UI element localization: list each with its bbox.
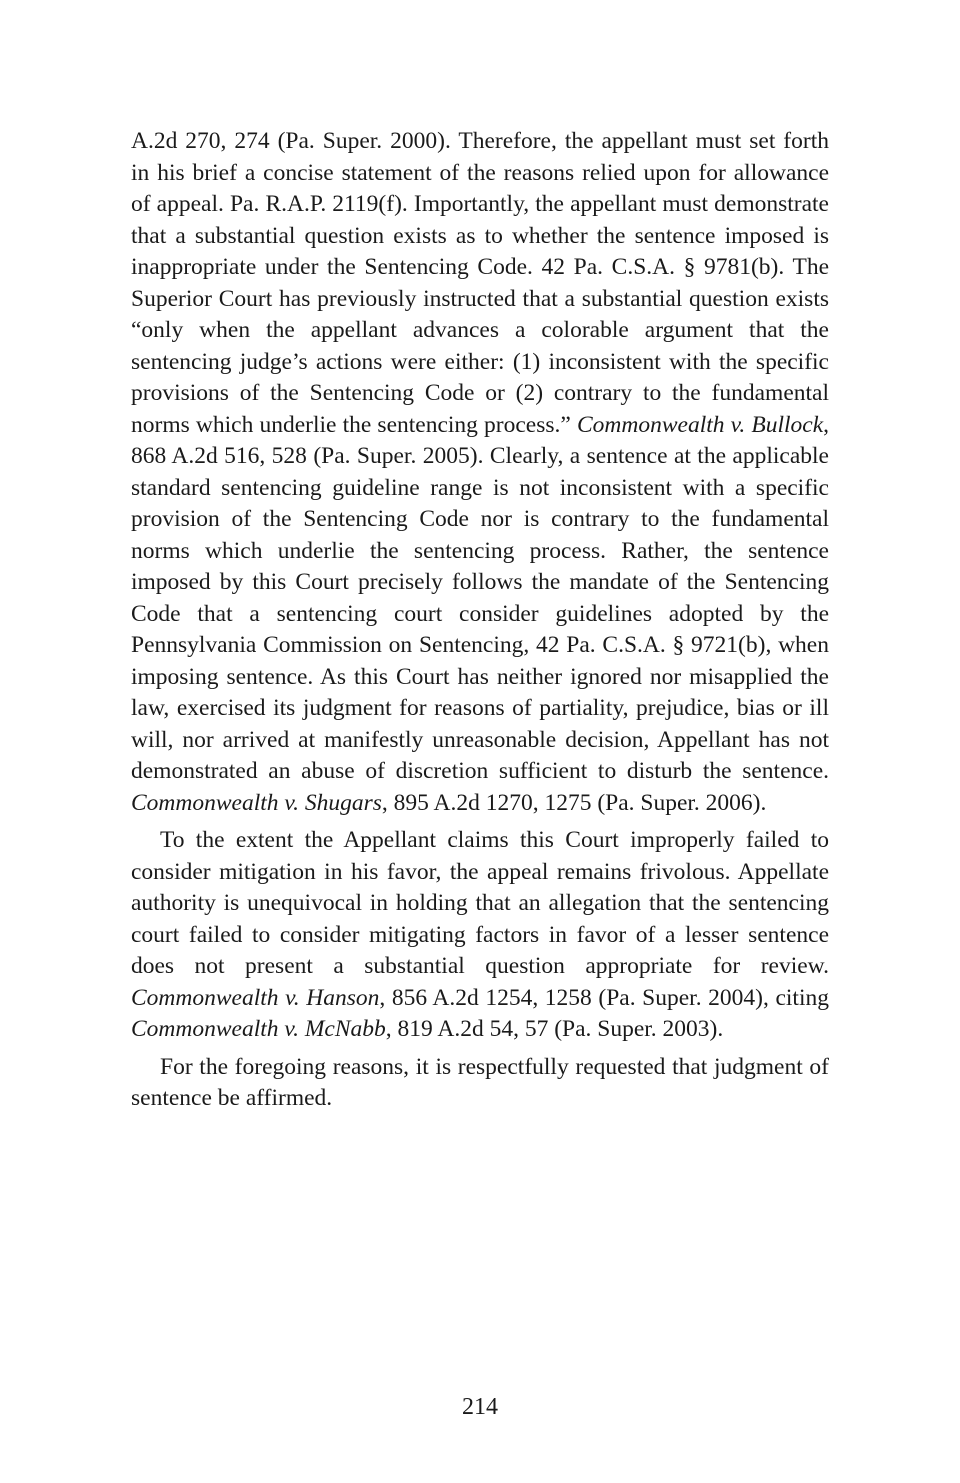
paragraph-text: To the extent the Appellant claims this Court improperly failed to consider mitigation in his favor, the appeal remains frivolous. Appellate authority is unequivocal in holding that an allegation that the sentencing court failed to consider mitigating factors in favor of a lesser sentence does not present a substantial question appropriate for review. <box>131 827 829 979</box>
paragraph-text: , 868 A.2d 516, 528 (Pa. Super. 2005). Clearly, a sentence at the applicable standard sentencing guideline range is not inconsistent with a specific provision of the Sentencing Code nor is contrary to the fundamental norms which underlie the sentencing process. Rather, the sentence imposed by this Court precisely follows the mandate of the Sentencing Code that a sentencing court consider guidelines adopted by the Pennsylvania Commission on Sentencing, 42 Pa. C.S.A. § 9721(b), when imposing sentence. As this Court has neither ignored nor misapplied the law, exercised its judgment for reasons of partiality, prejudice, bias or ill will, nor arrived at manifestly unreasonable decision, Appellant has not demonstrated an abuse of discretion sufficient to disturb the sentence. <box>131 411 829 784</box>
case-citation-hanson: Commonwealth v. Hanson <box>131 984 380 1011</box>
paragraph-text: A.2d 270, 274 (Pa. Super. 2000). Therefore, the appellant must set forth in his brief a concise statement of the reasons relied upon for allowance of appeal. Pa. R.A.P. 2119(f). Importantly, the appellant must demonstrate that a substantial question exists as to whether the sentence imposed is inappropriate under the Sentencing Code. 42 Pa. C.S.A. § 9781(b). The Superior Court has previously instructed that a substantial question exists “only when the appellant advances a colorable argument that the sentencing judge’s actions were either: (1) inconsistent with the specific provisions of the Sentencing Code or (2) contrary to the fundamental norms which underlie the sentencing process.” <box>131 128 829 438</box>
case-citation-bullock: Commonwealth v. Bullock <box>576 411 824 438</box>
case-citation-shugars: Commonwealth v. Shugars <box>131 789 382 816</box>
page-number: 214 <box>462 1394 498 1420</box>
paragraph-mitigation <box>131 825 829 1046</box>
case-citation-mcnabb: Commonwealth v. McNabb <box>131 1016 386 1042</box>
paragraph-text: , 895 A.2d 1270, 1275 (Pa. Super. 2006). <box>381 789 767 816</box>
paragraph-text: For the foregoing reasons, it is respectfully requested that judgment of sentence be affirmed. <box>131 1053 829 1111</box>
document-body <box>131 126 829 1115</box>
paragraph-conclusion <box>131 1052 829 1115</box>
paragraph-text: , 856 A.2d 1254, 1258 (Pa. Super. 2004), citing <box>379 984 829 1011</box>
paragraph-sentencing-standard <box>131 126 829 819</box>
paragraph-text: , 819 A.2d 54, 57 (Pa. Super. 2003). <box>385 1016 724 1042</box>
